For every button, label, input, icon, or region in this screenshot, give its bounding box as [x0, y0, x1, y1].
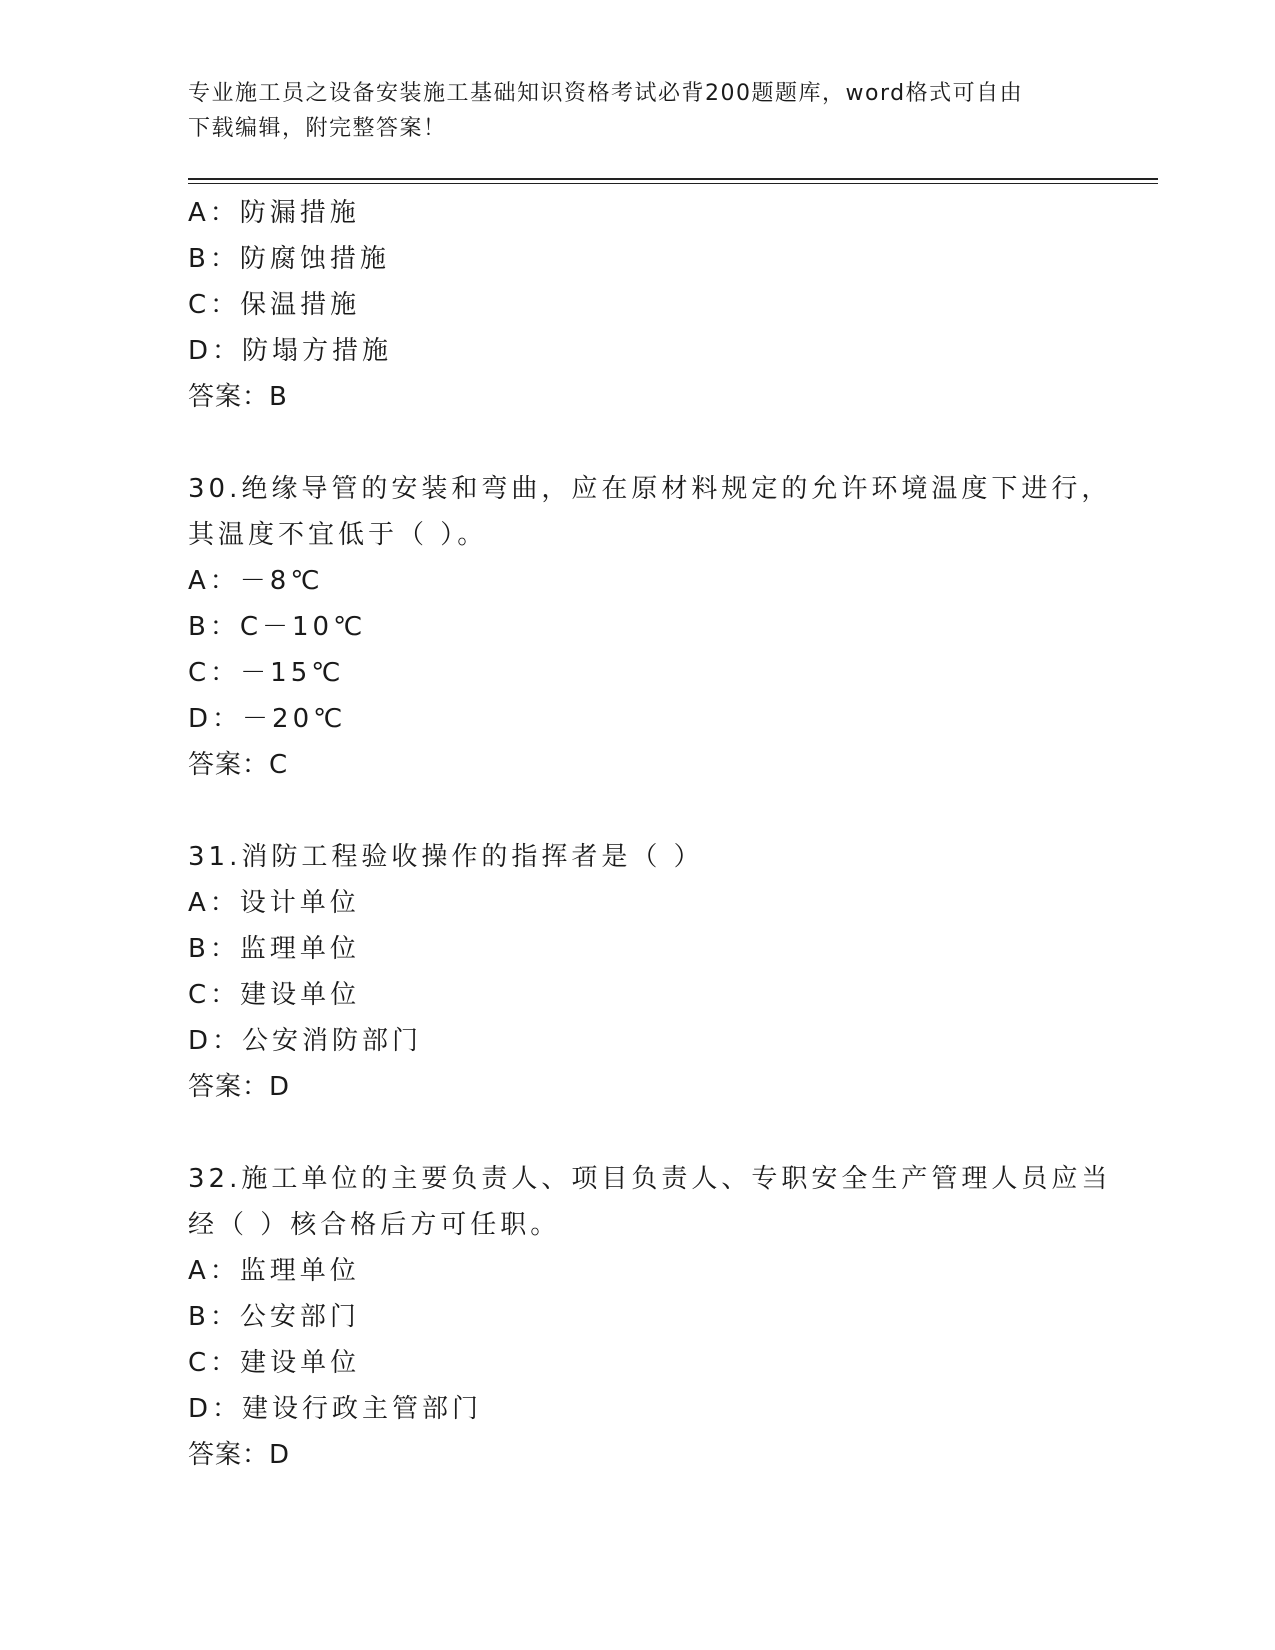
- question-31: [188, 834, 1088, 1110]
- option-a: A：防漏措施: [188, 198, 360, 228]
- answer: 答案：B: [188, 382, 288, 412]
- option-c: C：－15℃: [188, 658, 345, 688]
- answer: 答案：C: [188, 750, 289, 780]
- option-d: D：防塌方措施: [188, 336, 393, 366]
- option-a: A：设计单位: [188, 888, 360, 918]
- header-line-2: 下载编辑，附完整答案！: [188, 116, 447, 141]
- option-d: D：公安消防部门: [188, 1026, 423, 1056]
- option-c: C：建设单位: [188, 980, 361, 1010]
- option-a: A：－8℃: [188, 566, 324, 596]
- question-29: [188, 190, 1088, 420]
- option-c: C：保温措施: [188, 290, 361, 320]
- option-b: B：公安部门: [188, 1302, 360, 1332]
- option-b: B：监理单位: [188, 934, 360, 964]
- question-stem-line-1: 32.施工单位的主要负责人、项目负责人、专职安全生产管理人员应当: [188, 1164, 1112, 1194]
- question-stem-line-2: 其温度不宜低于（ ）。: [188, 520, 488, 550]
- question-stem-line-1: 31.消防工程验收操作的指挥者是（ ）: [188, 842, 704, 872]
- document-header: [188, 76, 1088, 146]
- option-a: A：监理单位: [188, 1256, 360, 1286]
- header-divider: [188, 178, 1158, 184]
- option-b: B：防腐蚀措施: [188, 244, 390, 274]
- option-b: B：C－10℃: [188, 612, 367, 642]
- header-line-1: 专业施工员之设备安装施工基础知识资格考试必背200题题库，word格式可自由: [188, 81, 1024, 106]
- question-stem-line-1: 30.绝缘导管的安装和弯曲，应在原材料规定的允许环境温度下进行，: [188, 474, 1112, 504]
- option-d: D：建设行政主管部门: [188, 1394, 483, 1424]
- answer: 答案：D: [188, 1072, 291, 1102]
- question-32: [188, 1156, 1112, 1478]
- option-c: C：建设单位: [188, 1348, 361, 1378]
- option-d: D：－20℃: [188, 704, 347, 734]
- answer: 答案：D: [188, 1440, 291, 1470]
- question-stem-line-2: 经（ ）核合格后方可任职。: [188, 1210, 561, 1240]
- question-list: [188, 190, 1112, 1478]
- question-30: [188, 466, 1112, 788]
